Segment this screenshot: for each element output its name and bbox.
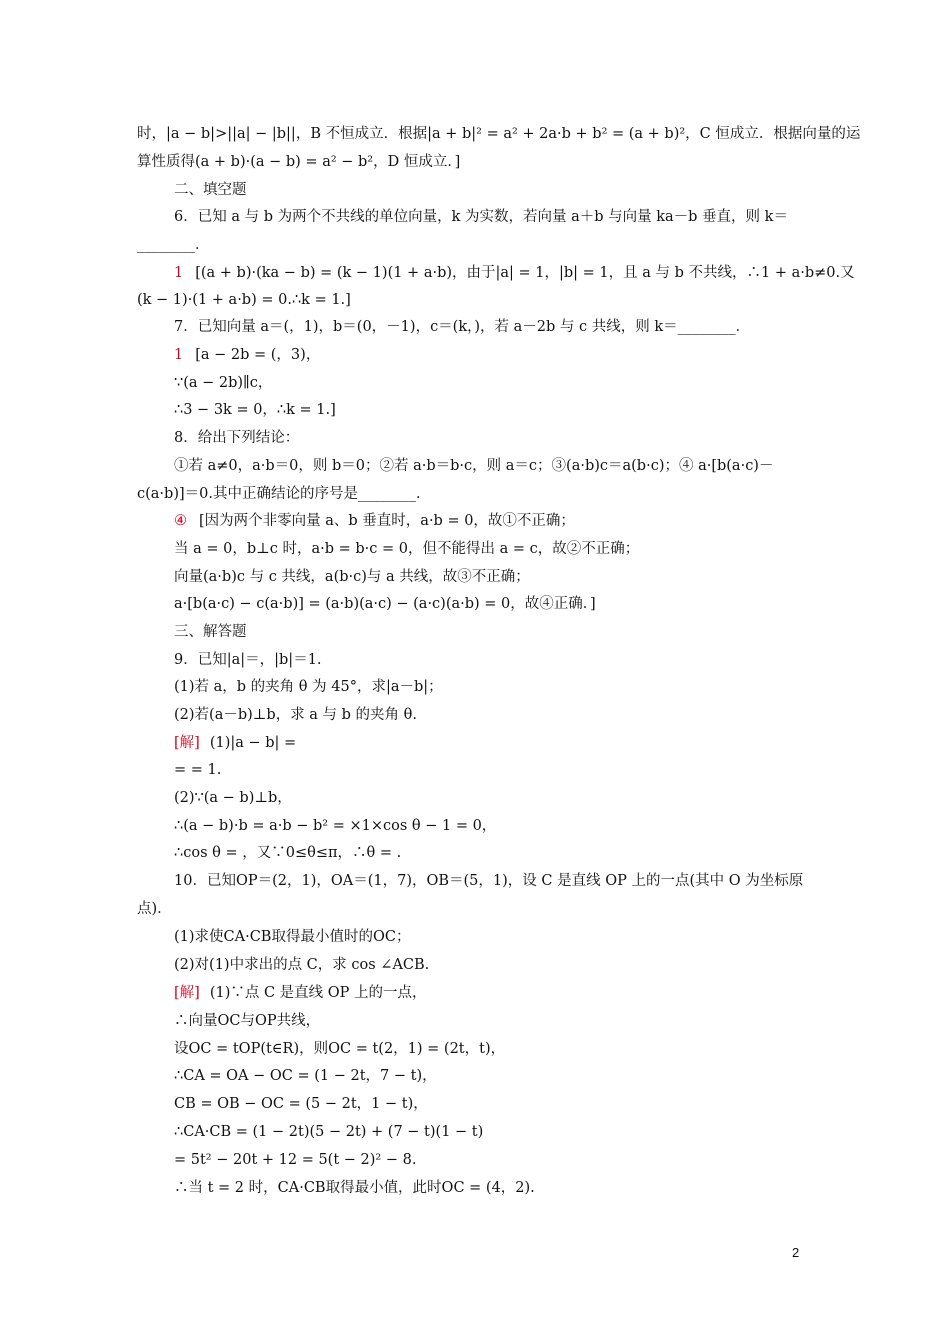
solution-text: (1)|a − b| = xyxy=(209,735,297,751)
text-line: CB = OB − OC = (5 − 2t，1 − t)， xyxy=(174,1096,428,1112)
text-line: c(a·b)]＝0.其中正确结论的序号是________． xyxy=(137,486,431,502)
question-6: 6．已知 a 与 b 为两个不共线的单位向量，k 为实数，若向量 a＋b 与向量 ka－b 垂直，则 k＝ xyxy=(174,209,788,225)
text-line: = 5t² − 20t + 12 = 5(t − 2)² − 8. xyxy=(174,1152,417,1168)
answer-explanation: [(a + b)·(ka − b) = (k − 1)(1 + a·b)，由于|a| = 1，|b| = 1，且 a 与 b 不共线，∴1 + a·b≠0.又 xyxy=(195,265,855,281)
text-line: (k − 1)·(1 + a·b) = 0.∴k = 1.] xyxy=(137,292,351,308)
solution-label: [解] xyxy=(174,735,200,751)
solution-text: (1)∵点 C 是直线 OP 上的一点， xyxy=(209,985,427,1001)
text-line: ________． xyxy=(137,237,210,253)
section-heading: 二、填空题 xyxy=(174,182,247,198)
solution-label: [解] xyxy=(174,985,200,1001)
text-line: (2)∵(a − b)⊥b， xyxy=(174,790,292,806)
section-heading: 三、解答题 xyxy=(174,624,247,640)
text-line: 设OC = tOP(t∈R)，则OC = t(2，1) = (2t，t)， xyxy=(174,1041,506,1057)
page-number: 2 xyxy=(792,1245,800,1260)
text-line: ∴3 − 3k = 0，∴k = 1.] xyxy=(174,402,336,418)
text-line: ∵(a − 2b)∥c， xyxy=(174,375,273,391)
text-line: a·[b(a·c) − c(a·b)] = (a·b)(a·c) − (a·c)(a·b) = 0，故④正确．] xyxy=(174,596,596,612)
answer-value: 1 xyxy=(174,347,184,363)
answer-explanation: [因为两个非零向量 a、b 垂直时，a·b = 0，故①不正确； xyxy=(199,513,575,529)
text-line: (2)若(a－b)⊥b，求 a 与 b 的夹角 θ. xyxy=(174,707,418,723)
answer-explanation: [a − 2b = (，3)， xyxy=(195,347,321,363)
answer-value: ④ xyxy=(174,513,187,529)
text-line: (2)对(1)中求出的点 C，求 cos ∠ACB. xyxy=(174,957,430,973)
text-line: 向量(a·b)c 与 c 共线，a(b·c)与 a 共线，故③不正确； xyxy=(174,569,530,585)
text-line: 时，|a − b|>||a| − |b||，B 不恒成立．根据|a + b|² = a² + 2a·b + b² = (a + b)²，C 恒成立．根据向量的运 xyxy=(137,126,861,142)
text-line: ∴向量OC与OP共线， xyxy=(174,1013,321,1029)
text-line: ∴CA = OA − OC = (1 − 2t，7 − t)， xyxy=(174,1068,437,1084)
question-8: 8．给出下列结论： xyxy=(174,430,300,446)
answer-8 xyxy=(174,511,814,531)
solution-10 xyxy=(174,983,814,1003)
text-line: ∴cos θ = ，又∵0≤θ≤π，∴θ = . xyxy=(174,845,402,861)
text-line: ∴CA·CB = (1 − 2t)(5 − 2t) + (7 − t)(1 − t) xyxy=(174,1124,484,1140)
text-line: ①若 a≠0，a·b＝0，则 b＝0；②若 a·b＝b·c，则 a＝c；③(a·b)c＝a(b·c)；④ a·[b(a·c)－ xyxy=(174,458,774,474)
text-line: (1)若 a，b 的夹角 θ 为 45°，求|a－b|； xyxy=(174,679,443,695)
text-line: 点)． xyxy=(137,901,172,917)
question-7: 7．已知向量 a＝(，1)，b＝(0，－1)，c＝(k，)，若 a－2b 与 c 共线，则 k＝________． xyxy=(174,319,751,335)
text-line: 当 a = 0，b⊥c 时，a·b = b·c = 0，但不能得出 a = c，故②不正确； xyxy=(174,541,640,557)
text-line: (1)求使CA·CB取得最小值时的OC； xyxy=(174,929,411,945)
text-line: ∴当 t = 2 时，CA·CB取得最小值，此时OC = (4，2). xyxy=(174,1180,535,1196)
answer-7 xyxy=(174,345,814,365)
question-9: 9．已知|a|＝，|b|＝1. xyxy=(174,652,322,668)
answer-6 xyxy=(174,263,855,283)
answer-value: 1 xyxy=(174,265,184,281)
text-line: 算性质得(a + b)·(a − b) = a² − b²，D 恒成立．] xyxy=(137,154,461,170)
text-line: ∴(a − b)·b = a·b − b² = ×1×cos θ − 1 = 0， xyxy=(174,818,497,834)
solution-9 xyxy=(174,733,814,753)
text-line: = = 1. xyxy=(174,762,222,778)
question-10: 10．已知OP＝(2，1)，OA＝(1，7)，OB＝(5，1)，设 C 是直线 OP 上的一点(其中 O 为坐标原 xyxy=(174,873,804,889)
